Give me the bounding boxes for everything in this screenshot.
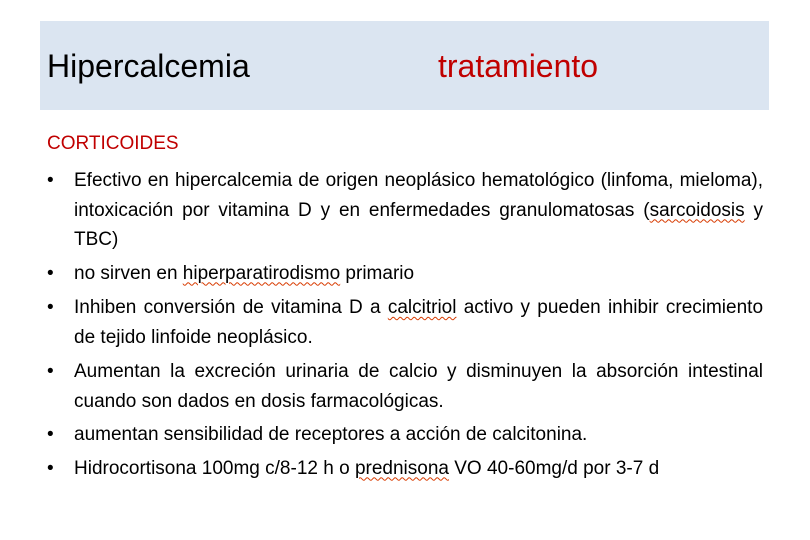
spellcheck-word: sarcoidosis [649,199,745,221]
spellcheck-word: prednisona [354,457,449,479]
bullet-item-2 [47,259,763,289]
spellcheck-word: calcitriol [387,297,457,318]
slide-title-accent: tratamiento [438,48,599,84]
bullet-text: aumentan sensibilidad de receptores a acción de calcitonina. [74,424,588,445]
bullet-icon: • [47,424,54,445]
bullet-item-1 [47,166,763,255]
bullet-text: Efectivo en hipercalcemia de origen neoplásico hematológico (linfoma, mieloma), intoxicación por vitamina D y en enfermedades granulomatosas ( [74,170,763,221]
bullet-text: Inhiben conversión de vitamina D a [74,297,388,318]
bullet-text: activo y pueden inhibir crecimiento de tejido linfoide neoplásico. [74,297,764,348]
bullet-item-4 [47,357,763,416]
bullet-text: y TBC) [74,199,764,250]
bullet-icon: • [47,361,54,382]
bullet-icon: • [47,457,54,479]
bullet-item-5 [47,420,763,450]
bullet-text: primario [340,262,415,284]
bullet-icon: • [47,170,54,191]
section-heading: CORTICOIDES [47,133,179,154]
bullet-item-3 [47,293,763,352]
bullet-text: Hidrocortisona 100mg c/8-12 h o [74,457,355,479]
bullet-icon: • [47,262,54,284]
bullet-item-6 [47,454,763,484]
bullet-text: no sirven en [74,262,183,284]
spellcheck-word: hiperparatirodismo [182,262,341,284]
slide-title: Hipercalcemia [47,48,250,84]
bullet-list [47,166,763,487]
bullet-icon: • [47,297,54,318]
bullet-text: Aumentan la excreción urinaria de calcio y disminuyen la absorción intestinal cuando son dados en dosis farmacológicas. [74,361,763,412]
bullet-text: VO 40-60mg/d por 3-7 d [448,457,660,479]
